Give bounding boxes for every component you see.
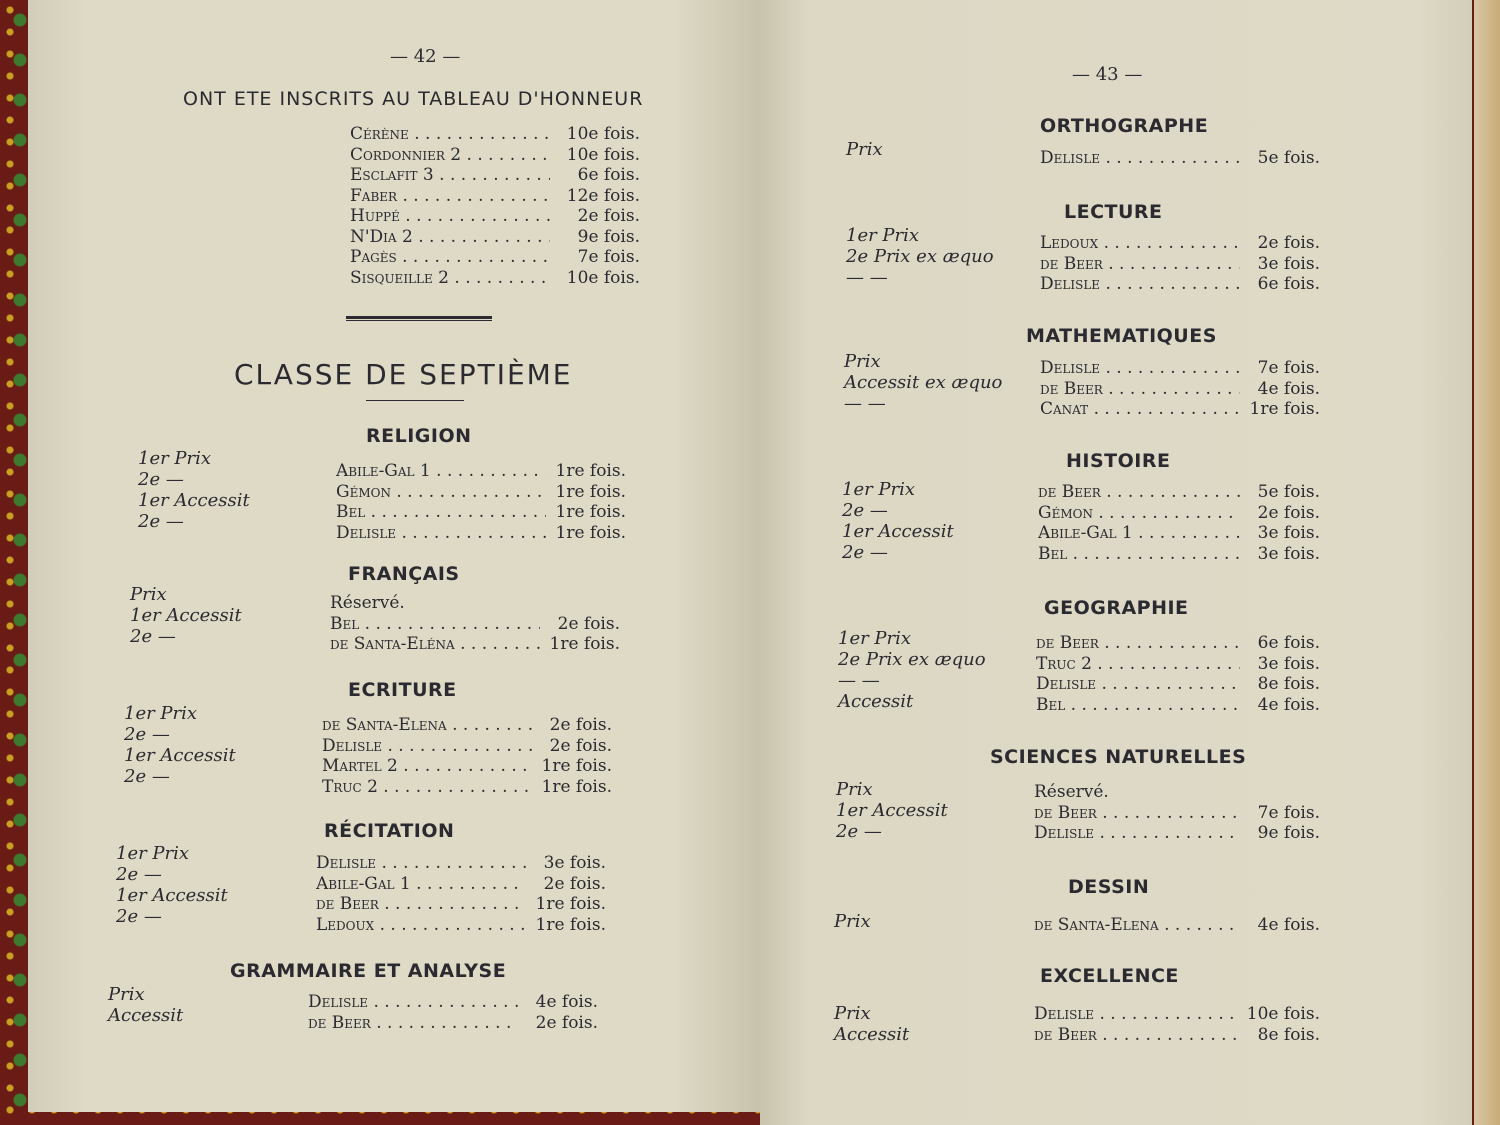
list-entry <box>316 853 606 874</box>
student-name: Gémon . . . <box>1038 503 1240 524</box>
student-name: Bel . . . <box>330 614 540 635</box>
award-label: 2e — <box>124 766 170 787</box>
student-name: Abile-Gal 1 . . . <box>1038 523 1240 544</box>
list-entry <box>1034 915 1320 936</box>
award-list <box>316 853 606 935</box>
award-list <box>322 715 612 797</box>
list-entry <box>316 915 606 936</box>
student-name: Truc 2 . . . <box>1036 654 1240 675</box>
list-entry <box>350 124 640 145</box>
times-count: 7e fois. <box>1257 358 1320 378</box>
student-name: Réservé. <box>1034 782 1109 802</box>
list-entry <box>1038 523 1320 544</box>
list-entry <box>1038 544 1320 565</box>
list-entry <box>308 992 598 1013</box>
award-list <box>308 992 598 1033</box>
student-name: de Beer . . . <box>1040 254 1240 275</box>
student-name: Abile-Gal 1 . . . <box>316 874 526 895</box>
student-name: Delisle . . . <box>1040 148 1240 169</box>
list-entry <box>1040 274 1320 295</box>
list-entry <box>1038 482 1320 503</box>
student-name: Gémon . . . <box>336 482 546 503</box>
times-count: 2e fois. <box>557 613 620 634</box>
award-list <box>1036 633 1320 715</box>
award-label: 1er Prix <box>842 479 916 500</box>
list-entry <box>316 894 606 915</box>
student-name: Delisle . . . <box>1034 1004 1240 1025</box>
times-count: 9e fois. <box>1257 823 1320 843</box>
list-entry <box>330 593 620 614</box>
award-label: — — <box>838 670 880 691</box>
award-list <box>1040 233 1320 295</box>
student-name: Faber . . . <box>350 186 550 207</box>
times-count: 8e fois. <box>1257 1024 1320 1045</box>
award-label: 2e — <box>130 626 176 647</box>
times-count: 1re fois. <box>549 634 620 654</box>
student-name: Cérène . . . <box>350 124 550 145</box>
award-label: 2e — <box>138 469 184 490</box>
list-entry <box>322 715 612 736</box>
list-entry <box>1034 782 1320 803</box>
student-name: Canat . . . <box>1040 399 1240 420</box>
award-label: Prix <box>108 984 145 1005</box>
times-count: 9e fois. <box>577 226 640 247</box>
student-name: de Beer . . . <box>1034 1025 1240 1046</box>
list-entry <box>1036 674 1320 695</box>
title-underline <box>366 400 464 401</box>
student-name: de Santa-Eléna . . . <box>330 634 540 655</box>
student-name: de Beer . . . <box>1034 803 1240 824</box>
award-label: 2e — <box>836 821 882 842</box>
list-entry <box>1034 1004 1320 1025</box>
honor-roll-title: ONT ETE INSCRITS AU TABLEAU D'HONNEUR <box>183 88 644 110</box>
times-count: 8e fois. <box>1257 674 1320 694</box>
award-list <box>1034 915 1320 936</box>
award-label: 1er Prix <box>838 628 912 649</box>
award-label: Prix <box>844 351 881 372</box>
list-entry <box>322 777 612 798</box>
times-count: 4e fois. <box>1257 378 1320 399</box>
list-entry <box>1040 254 1320 275</box>
times-count: 6e fois. <box>1257 274 1320 294</box>
section-heading: ECRITURE <box>348 679 457 701</box>
award-list <box>1038 482 1320 564</box>
student-name: Pagès . . . <box>350 247 550 268</box>
list-entry <box>1040 379 1320 400</box>
award-labels <box>842 479 954 563</box>
list-entry <box>1038 503 1320 524</box>
times-count: 10e fois. <box>566 144 640 165</box>
list-entry <box>350 145 640 166</box>
award-label: — — <box>844 393 886 414</box>
divider <box>346 316 492 319</box>
award-list <box>336 461 626 543</box>
award-list <box>330 593 620 655</box>
times-count: 1re fois. <box>555 481 626 502</box>
list-entry <box>308 1013 598 1034</box>
section-heading: SCIENCES NATURELLES <box>990 746 1247 768</box>
right-page <box>760 0 1472 1125</box>
times-count: 2e fois. <box>535 1012 598 1033</box>
times-count: 3e fois. <box>1257 253 1320 274</box>
times-count: 7e fois. <box>577 247 640 267</box>
times-count: 4e fois. <box>1257 915 1320 935</box>
award-labels <box>834 1003 909 1045</box>
award-label: Accessit <box>838 691 914 712</box>
times-count: 10e fois. <box>1246 1004 1320 1024</box>
student-name: Delisle . . . <box>336 523 546 544</box>
times-count: 2e fois. <box>549 735 612 756</box>
left-page <box>28 0 760 1112</box>
award-label: Prix <box>834 911 871 932</box>
times-count: 12e fois. <box>566 185 640 206</box>
student-name: Bel . . . <box>336 502 546 523</box>
list-entry <box>1036 633 1320 654</box>
student-name: de Beer . . . <box>316 894 526 915</box>
award-labels <box>108 984 183 1026</box>
times-count: 7e fois. <box>1257 802 1320 823</box>
award-label: 2e — <box>116 864 162 885</box>
award-label: 1er Accessit <box>836 800 948 821</box>
times-count <box>1240 782 1320 803</box>
times-count: 1re fois. <box>541 776 612 797</box>
times-count: 2e fois. <box>577 206 640 226</box>
award-label: 2e — <box>124 724 170 745</box>
student-name: de Santa-Elena . . . <box>1034 915 1240 936</box>
section-heading: RÉCITATION <box>324 820 455 842</box>
times-count: 3e fois. <box>543 853 606 873</box>
award-labels <box>834 911 871 932</box>
award-label: 2e Prix ex æquo <box>846 246 994 267</box>
page-number: — 42 — <box>390 46 461 67</box>
times-count: 10e fois. <box>566 124 640 144</box>
times-count: 1re fois. <box>535 914 606 935</box>
times-count: 5e fois. <box>1257 482 1320 502</box>
award-label: 1er Accessit <box>116 885 228 906</box>
award-labels <box>846 225 994 288</box>
times-count: 1re fois. <box>555 522 626 543</box>
section-heading: GRAMMAIRE ET ANALYSE <box>230 960 507 982</box>
times-count <box>540 593 620 614</box>
honor-roll-list <box>350 124 640 288</box>
award-label: Accessit <box>108 1005 184 1026</box>
award-label: Prix <box>846 139 883 160</box>
student-name: Ledoux . . . <box>316 915 526 936</box>
list-entry <box>322 756 612 777</box>
student-name: Esclafit 3 . . . <box>350 165 550 186</box>
divider <box>346 320 492 321</box>
student-name: Abile-Gal 1 . . . <box>336 461 546 482</box>
list-entry <box>1036 695 1320 716</box>
times-count: 2e fois. <box>549 715 612 735</box>
list-entry <box>1034 803 1320 824</box>
student-name: de Beer . . . <box>1038 482 1240 503</box>
award-label: — — <box>846 267 888 288</box>
award-label: 1er Accessit <box>124 745 236 766</box>
award-label: Prix <box>130 584 167 605</box>
award-list <box>1034 782 1320 844</box>
class-title: CLASSE DE SEPTIÈME <box>234 358 573 391</box>
times-count: 10e fois. <box>566 267 640 288</box>
student-name: Martel 2 . . . <box>322 756 532 777</box>
list-entry <box>350 206 640 227</box>
award-label: 1er Accessit <box>138 490 250 511</box>
page-edge <box>1474 0 1500 1125</box>
times-count: 2e fois. <box>1257 502 1320 523</box>
list-entry <box>316 874 606 895</box>
award-label: 2e — <box>842 542 888 563</box>
student-name: Cordonnier 2 . . . <box>350 145 550 166</box>
times-count: 4e fois. <box>1257 694 1320 715</box>
award-label: 1er Prix <box>138 448 212 469</box>
award-label: 1er Prix <box>124 703 198 724</box>
times-count: 3e fois. <box>1257 653 1320 674</box>
list-entry <box>330 614 620 635</box>
student-name: Delisle . . . <box>1040 358 1240 379</box>
student-name: Ledoux . . . <box>1040 233 1240 254</box>
times-count: 1re fois. <box>555 502 626 522</box>
award-label: 2e — <box>138 511 184 532</box>
list-entry <box>350 247 640 268</box>
times-count: 1re fois. <box>541 756 612 776</box>
student-name: Delisle . . . <box>322 736 532 757</box>
list-entry <box>336 502 626 523</box>
list-entry <box>336 482 626 503</box>
section-heading: FRANÇAIS <box>348 563 460 585</box>
student-name: de Beer . . . <box>1040 379 1240 400</box>
award-label: 2e — <box>116 906 162 927</box>
times-count: 1re fois. <box>535 894 606 914</box>
list-entry <box>350 227 640 248</box>
section-heading: DESSIN <box>1068 876 1150 898</box>
times-count: 1re fois. <box>1249 399 1320 419</box>
award-labels <box>836 779 948 842</box>
award-list <box>1040 358 1320 420</box>
section-heading: EXCELLENCE <box>1040 965 1179 987</box>
list-entry <box>1040 399 1320 420</box>
section-heading: MATHEMATIQUES <box>1026 325 1217 347</box>
award-label: 2e — <box>842 500 888 521</box>
award-labels <box>124 703 236 787</box>
student-name: Réservé. <box>330 593 405 613</box>
list-entry <box>1040 233 1320 254</box>
times-count: 6e fois. <box>1257 633 1320 653</box>
student-name: Sisqueille 2 . . . <box>350 268 550 289</box>
student-name: Delisle . . . <box>1034 823 1240 844</box>
award-label: Accessit ex æquo <box>844 372 1003 393</box>
list-entry <box>1036 654 1320 675</box>
student-name: Delisle . . . <box>316 853 526 874</box>
list-entry <box>336 523 626 544</box>
section-heading: ORTHOGRAPHE <box>1040 115 1209 137</box>
section-heading: HISTOIRE <box>1066 450 1171 472</box>
award-label: Prix <box>834 1003 871 1024</box>
award-labels <box>844 351 1002 414</box>
student-name: de Beer . . . <box>308 1013 518 1034</box>
student-name: Delisle . . . <box>1036 674 1240 695</box>
section-heading: GEOGRAPHIE <box>1044 597 1189 619</box>
student-name: Truc 2 . . . <box>322 777 532 798</box>
student-name: de Beer . . . <box>1036 633 1240 654</box>
award-label: Prix <box>836 779 873 800</box>
award-list <box>1040 148 1320 169</box>
list-entry <box>350 268 640 289</box>
student-name: N'Dia 2 . . . <box>350 227 550 248</box>
award-label: 1er Accessit <box>130 605 242 626</box>
award-label: 1er Accessit <box>842 521 954 542</box>
award-labels <box>130 584 242 647</box>
list-entry <box>350 186 640 207</box>
list-entry <box>1040 148 1320 169</box>
award-label: 1er Prix <box>846 225 920 246</box>
times-count: 3e fois. <box>1257 543 1320 564</box>
times-count: 2e fois. <box>543 873 606 894</box>
list-entry <box>1040 358 1320 379</box>
list-entry <box>336 461 626 482</box>
list-entry <box>1034 823 1320 844</box>
page-number: — 43 — <box>1072 64 1143 85</box>
student-name: Bel . . . <box>1036 695 1240 716</box>
section-heading: RELIGION <box>366 425 472 447</box>
section-heading: LECTURE <box>1064 201 1163 223</box>
student-name: Delisle . . . <box>1040 274 1240 295</box>
award-labels <box>138 448 250 532</box>
student-name: Huppé . . . <box>350 206 550 227</box>
list-entry <box>350 165 640 186</box>
times-count: 4e fois. <box>535 992 598 1012</box>
times-count: 3e fois. <box>1257 523 1320 543</box>
award-list <box>1034 1004 1320 1045</box>
list-entry <box>1034 1025 1320 1046</box>
award-labels <box>846 139 883 160</box>
award-labels <box>116 843 228 927</box>
list-entry <box>330 634 620 655</box>
student-name: Bel . . . <box>1038 544 1240 565</box>
award-label: 2e Prix ex æquo <box>838 649 986 670</box>
times-count: 2e fois. <box>1257 233 1320 253</box>
award-label: 1er Prix <box>116 843 190 864</box>
list-entry <box>322 736 612 757</box>
times-count: 1re fois. <box>555 461 626 481</box>
student-name: Delisle . . . <box>308 992 518 1013</box>
times-count: 6e fois. <box>577 165 640 185</box>
times-count: 5e fois. <box>1257 148 1320 168</box>
award-labels <box>838 628 986 712</box>
student-name: de Santa-Elena . . . <box>322 715 532 736</box>
award-label: Accessit <box>834 1024 910 1045</box>
